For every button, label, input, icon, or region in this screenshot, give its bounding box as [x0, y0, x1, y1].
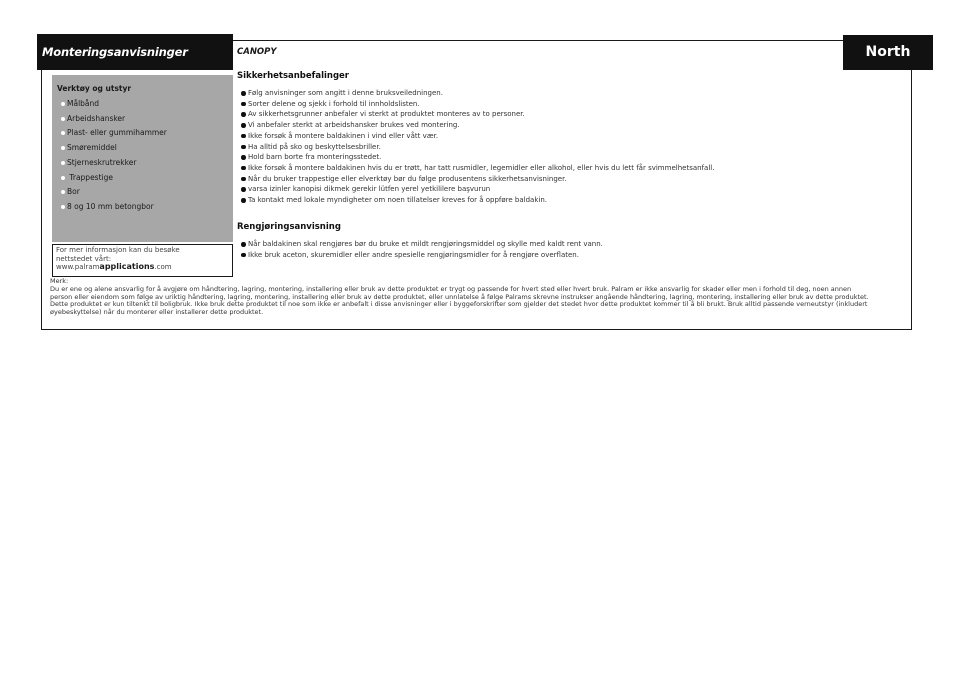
- bullet-icon: [61, 131, 65, 135]
- cleaning-item-text: Ikke bruk aceton, skuremidler eller andre spesielle rengjøringsmidler for å rengjøre overflaten.: [248, 250, 579, 259]
- safety-item: [241, 163, 714, 174]
- page-title: [37, 34, 233, 70]
- tool-item-label: Smøremiddel: [67, 143, 117, 153]
- safety-item: [241, 131, 714, 142]
- page-title-text: Monteringsanvisninger: [42, 45, 188, 59]
- safety-item-text: Ha alltid på sko og beskyttelsesbriller.: [248, 142, 381, 151]
- info-line-2: nettstedet vårt:: [56, 254, 112, 263]
- tool-item-label: Bor: [67, 187, 80, 197]
- bullet-icon: [61, 161, 65, 165]
- safety-item-text: varsa izinler kanopisi dikmek gerekir lütfen yerel yetkililere başvurun: [248, 185, 491, 194]
- safety-item-text: Ta kontakt med lokale myndigheter om noen tillatelser kreves for å oppføre baldakin.: [248, 196, 548, 205]
- safety-item-text: Følg anvisninger som angitt i denne bruksveiledningen.: [248, 89, 443, 97]
- safety-item-text: Av sikkerhetsgrunner anbefaler vi sterkt at produktet monteres av to personer.: [248, 110, 525, 119]
- cleaning-list: [241, 239, 603, 260]
- cleaning-item: [241, 250, 603, 261]
- safety-item-text: Når du bruker trappestige eller elverktøy bør du følge produsentens sikkerhetsanvisninger.: [248, 174, 567, 183]
- cleaning-item-text: Når baldakinen skal rengjøres bør du bruke et mildt rengjøringsmiddel og skylle med kaldt rent vann.: [248, 240, 603, 248]
- tool-item: [57, 97, 233, 112]
- url-prefix: www.palram: [56, 263, 100, 271]
- tool-item: [57, 185, 233, 200]
- tool-item-label: Plast- eller gummihammer: [67, 128, 167, 138]
- tool-item: [57, 141, 233, 156]
- safety-item: [241, 195, 714, 206]
- safety-item-text: Sorter delene og sjekk i forhold til innholdslisten.: [248, 99, 420, 108]
- bullet-icon: [241, 112, 246, 117]
- bullet-icon: [241, 187, 246, 192]
- safety-item: [241, 109, 714, 120]
- safety-item-text: Hold barn borte fra monteringsstedet.: [248, 153, 382, 162]
- safety-item-text: Ikke forsøk å montere baldakinen hvis du er trøtt, har tatt rusmidler, legemidler eller alkohol, eller hvis du lett får svimmelhetsanfall.: [248, 163, 715, 172]
- tools-panel: [52, 75, 233, 242]
- cleaning-heading: Rengjøringsanvisning: [237, 222, 341, 232]
- safety-item: [241, 142, 714, 153]
- bullet-icon: [61, 205, 65, 209]
- safety-heading: Sikkerhetsanbefalinger: [237, 71, 349, 81]
- tool-item: [57, 156, 233, 171]
- brand-name: North: [865, 44, 911, 60]
- bullet-icon: [241, 166, 246, 171]
- website-link[interactable]: [56, 263, 229, 272]
- tool-item: [57, 126, 233, 141]
- brand-badge: [843, 35, 933, 70]
- safety-item: [241, 120, 714, 131]
- tool-item: [57, 112, 233, 127]
- bullet-icon: [241, 242, 246, 247]
- cleaning-item: [241, 239, 603, 250]
- safety-item-text: Vi anbefaler sterkt at arbeidshansker brukes ved montering.: [248, 121, 460, 130]
- safety-list: [241, 88, 714, 206]
- bullet-icon: [241, 177, 246, 182]
- note-label: Merk:: [50, 277, 69, 285]
- tool-item-label: Trappestige: [67, 172, 113, 182]
- bullet-icon: [241, 155, 246, 160]
- url-suffix: .com: [154, 263, 172, 271]
- bullet-icon: [241, 198, 246, 203]
- tool-item-label: Målbånd: [67, 99, 100, 108]
- url-strong: applications: [99, 262, 155, 271]
- tool-item-label: Stjerneskrutrekker: [67, 157, 137, 167]
- safety-item: [241, 99, 714, 110]
- bullet-icon: [61, 190, 65, 194]
- tool-item-label: Arbeidshansker: [67, 113, 126, 123]
- bullet-icon: [241, 123, 246, 128]
- safety-item: [241, 184, 714, 195]
- bullet-icon: [241, 102, 246, 107]
- tools-heading: Verktøy og utstyr: [57, 84, 132, 93]
- safety-item: [241, 88, 714, 99]
- tool-item: [57, 171, 233, 186]
- tools-list: [57, 97, 233, 215]
- note-text: Du er ene og alene ansvarlig for å avgjøre om håndtering, lagring, montering, installering eller bruk av dette produktet er trygt og passende for hvert sted eller hvert bruk. Palram er ikke ansvarlig for skader eller men i forhold til deg, noen annen person eller eiendom som følge av uriktig håndtering, lagring, montering, installering eller bruk av dette produktet, eller unnlatelse å følge Palrams skrevne instrukser angående håndtering, lagring, montering, installering eller bruk av dette produktet. Dette produktet er kun tiltenkt til boligbruk. Ikke bruk dette produktet til noe som ikke er anbefalt i disse anvisninger eller i byggeforskrifter som gjelder det stedet hvor dette produktet kommer til å bli brukt. Bruk alltid passende verneutstyr (inkludert øyebeskyttelse) når du monterer eller installerer dette produktet.: [50, 284, 869, 317]
- tool-item: [57, 200, 233, 215]
- bullet-icon: [241, 145, 246, 150]
- bullet-icon: [241, 253, 246, 258]
- bullet-icon: [61, 176, 65, 180]
- bullet-icon: [241, 91, 246, 96]
- safety-item: [241, 152, 714, 163]
- safety-item: [241, 174, 714, 185]
- bullet-icon: [241, 134, 246, 139]
- safety-item-text: Ikke forsøk å montere baldakinen i vind eller vått vær.: [248, 131, 439, 140]
- bullet-icon: [61, 102, 65, 106]
- info-line-1: For mer informasjon kan du besøke: [56, 246, 180, 254]
- tool-item-label: 8 og 10 mm betongbor: [67, 201, 154, 211]
- website-info-box: [52, 244, 233, 277]
- disclaimer-note: [50, 278, 870, 317]
- bullet-icon: [61, 117, 65, 121]
- product-name: CANOPY: [237, 47, 277, 57]
- bullet-icon: [61, 146, 65, 150]
